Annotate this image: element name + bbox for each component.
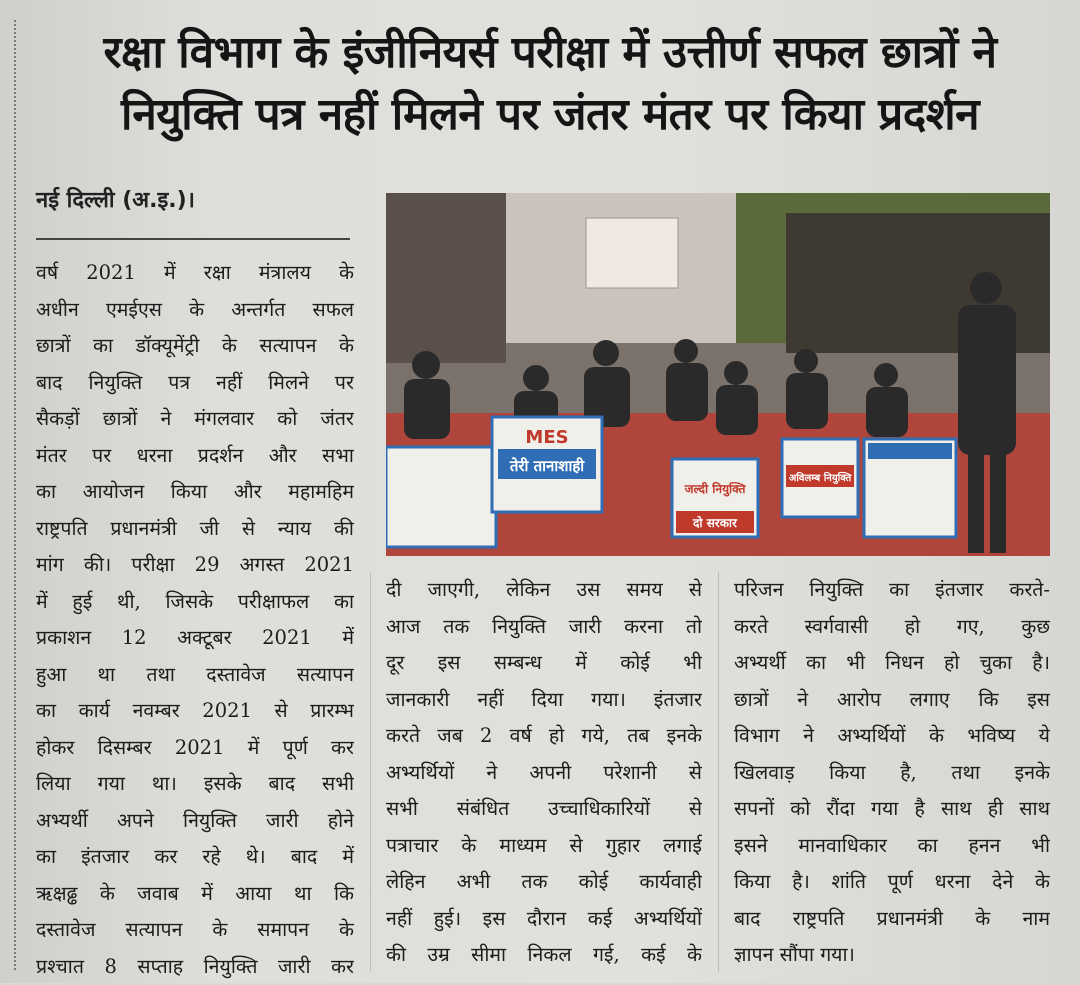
text-line: विभाग ने अभ्यर्थियों के भविष्य ये	[734, 718, 1050, 755]
text-line: छात्रों का डॉक्यूमेंट्री के सत्यापन के	[36, 328, 354, 365]
text-line: प्रश्चात 8 सप्ताह नियुक्ति जारी कर	[36, 949, 354, 985]
text-line: बाद राष्ट्रपति प्रधानमंत्री के नाम	[734, 901, 1050, 938]
text-line: वर्ष 2021 में रक्षा मंत्रालय के	[36, 255, 354, 292]
text-line: राष्ट्रपति प्रधानमंत्री जी से न्याय की	[36, 511, 354, 548]
text-line: का कार्य नवम्बर 2021 से प्रारम्भ	[36, 693, 354, 730]
dateline-rule	[36, 238, 350, 240]
placard-slogan-text: तेरी तानाशाही	[509, 457, 585, 475]
text-line: करते स्वर्गवासी हो गए, कुछ	[734, 609, 1050, 646]
text-line: परिजन नियुक्ति का इंतजार करते-	[734, 572, 1050, 609]
placard-nyay-text: अविलम्ब नियुक्ति	[789, 471, 853, 484]
text-line: अधीन एमईएस के अन्तर्गत सफल	[36, 292, 354, 329]
text-line: किया है। शांति पूर्ण धरना देने के	[734, 864, 1050, 901]
placard-appointment-text: जल्दी नियुक्ति	[684, 482, 747, 497]
text-line: ऋक्षढ्ढ के जवाब में आया था कि	[36, 876, 354, 913]
column-divider	[718, 572, 719, 972]
text-line: लेहिन अभी तक कोई कार्यवाही	[386, 864, 702, 901]
text-line: दस्तावेज सत्यापन के समापन के	[36, 912, 354, 949]
text-line: होकर दिसम्बर 2021 में पूर्ण कर	[36, 730, 354, 767]
text-line: इसने मानवाधिकार का हनन भी	[734, 828, 1050, 865]
text-line: का आयोजन किया और महामहिम	[36, 474, 354, 511]
text-line: आज तक नियुक्ति जारी करना तो	[386, 609, 702, 646]
headline-line-1: रक्षा विभाग के इंजीनियर्स परीक्षा में उत्तीर्ण सफल छात्रों ने	[40, 22, 1060, 84]
text-line: सभी संबंधित उच्चाधिकारियों से	[386, 791, 702, 828]
placard-mes-text: MES	[525, 427, 568, 448]
text-line: करते जब 2 वर्ष हो गये, तब इनके	[386, 718, 702, 755]
text-line: अभ्यर्थी अपने नियुक्ति जारी होने	[36, 803, 354, 840]
text-line: सैकड़ों छात्रों ने मंगलवार को जंतर	[36, 401, 354, 438]
headline-line-2: नियुक्ति पत्र नहीं मिलने पर जंतर मंतर पर किया प्रदर्शन	[40, 84, 1060, 146]
text-line: नहीं हुई। इस दौरान कई अभ्यर्थियों	[386, 901, 702, 938]
text-line: प्रकाशन 12 अक्टूबर 2021 में	[36, 620, 354, 657]
column-divider	[370, 572, 371, 972]
headline	[40, 22, 1060, 146]
article-column-2	[386, 572, 702, 974]
text-line: का इंतजार कर रहे थे। बाद में	[36, 839, 354, 876]
page-edge-rule	[14, 20, 16, 970]
text-line: जानकारी नहीं दिया गया। इंतजार	[386, 682, 702, 719]
text-line: हुआ था तथा दस्तावेज सत्यापन	[36, 657, 354, 694]
text-line: अभ्यर्थी का भी निधन हो चुका है।	[734, 645, 1050, 682]
text-line: लिया गया था। इसके बाद सभी	[36, 766, 354, 803]
text-line: ज्ञापन सौंपा गया।	[734, 937, 1050, 974]
text-line: अभ्यर्थियों ने अपनी परेशानी से	[386, 755, 702, 792]
text-line: की उम्र सीमा निकल गई, कई के	[386, 937, 702, 974]
text-line: में हुई थी, जिसके परीक्षाफल का	[36, 584, 354, 621]
dateline: नई दिल्ली (अ.इ.)।	[36, 186, 195, 216]
article-column-1	[36, 255, 354, 985]
protest-photo	[386, 193, 1050, 556]
text-line: दी जाएगी, लेकिन उस समय से	[386, 572, 702, 609]
placard-sarkar-text: दो सरकार	[692, 516, 738, 530]
text-line: सपनों को रौंदा गया है साथ ही साथ	[734, 791, 1050, 828]
text-line: पत्राचार के माध्यम से गुहार लगाई	[386, 828, 702, 865]
text-line: मंतर पर धरना प्रदर्शन और सभा	[36, 438, 354, 475]
text-line: मांग की। परीक्षा 29 अगस्त 2021	[36, 547, 354, 584]
text-line: खिलवाड़ किया है, तथा इनके	[734, 755, 1050, 792]
text-line: छात्रों ने आरोप लगाए कि इस	[734, 682, 1050, 719]
article-column-3	[734, 572, 1050, 974]
text-line: दूर इस सम्बन्ध में कोई भी	[386, 645, 702, 682]
text-line: बाद नियुक्ति पत्र नहीं मिलने पर	[36, 365, 354, 402]
